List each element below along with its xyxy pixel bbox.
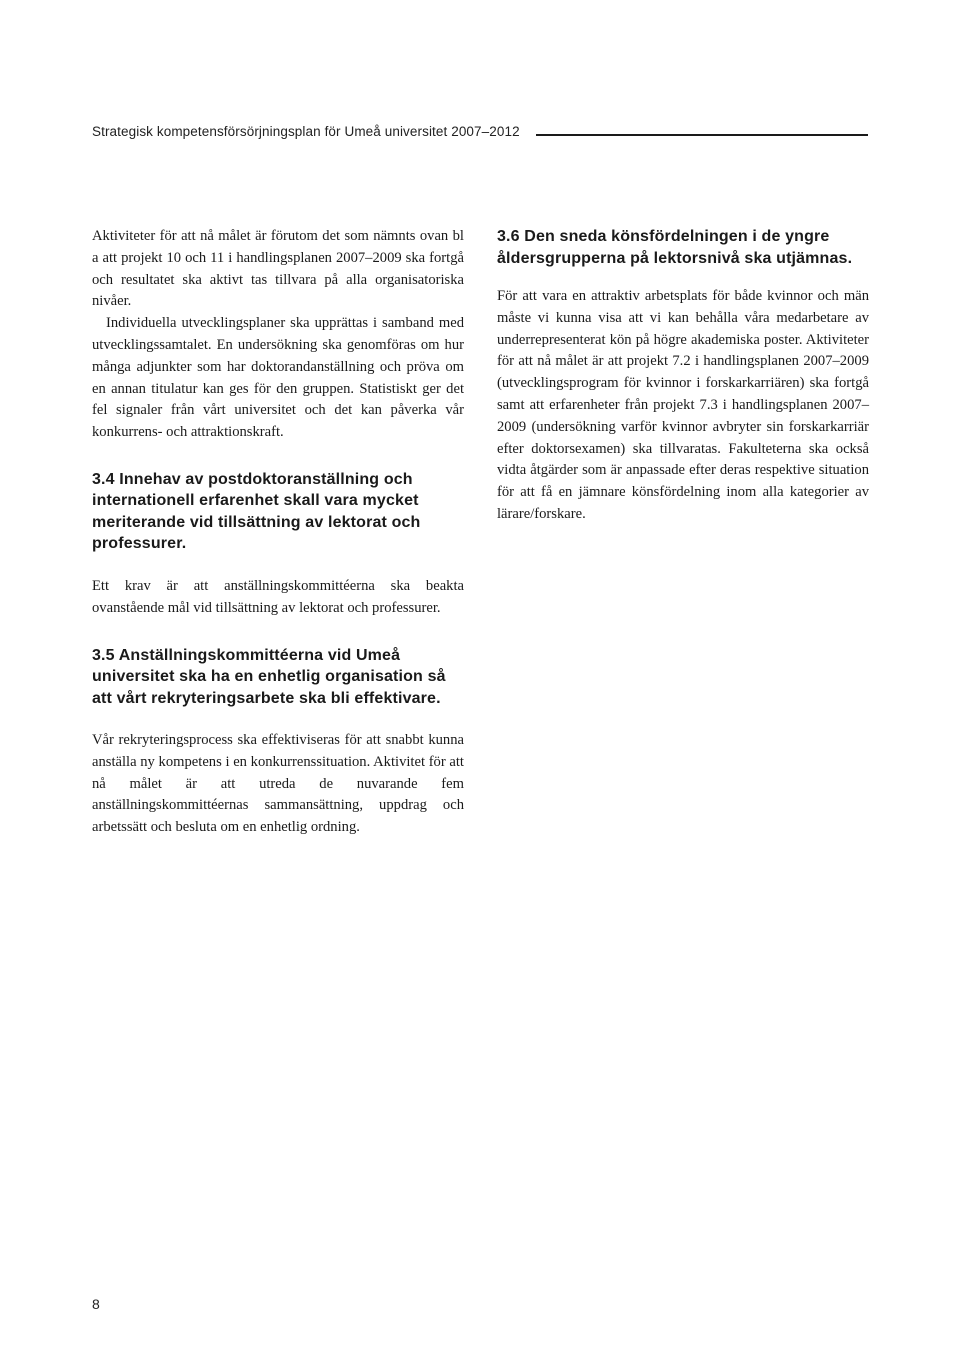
paragraph-gender-balance: För att vara en attraktiv arbetsplats för både kvinnor och män måste vi kunna visa att vi kan behålla våra medarbetare av underrepresenterat kön på högre akademiska poster. Aktiviteter för att nå målet är att projekt 7.2 i handlingsplanen 2007–2009 (utvecklingsprogram för kvinnor i forskarkarriären) ska fortgå samt att erfarenheter från projekt 7.3 i handlingsplanen 2007–2009 (undersökning varför kvinnor avbryter sin forskarkarriär efter doktorsexamen) ska tillvaratas. Fakulteterna ska också vidta åtgärder som är anpassade efter deras respektive situation för att få en jämnare könsfördelning inom alla kategorier av lärare/forskare. xyxy=(497,288,869,522)
header-rule xyxy=(536,134,868,136)
paragraph-activities: Aktiviteter för att nå målet är förutom det som nämnts ovan bl a att projekt 10 och 11 i handlingsplanen 2007–2009 ska fortgå och resultatet ska aktivt tas tillvara på alla organisatoriska nivåer. xyxy=(92,228,464,310)
paragraph-development-plans: Individuella utvecklingsplaner ska upprättas i samband med utvecklingssamtalet. En undersökning ska genomföras om hur många adjunkter som har doktorandanställning och pröva om en annan titulatur kan ges för den gruppen. Statistiskt ger det fel signaler från vårt universitet och det kan påverka vår konkurrens- och attraktionskraft. xyxy=(92,315,464,441)
paragraph-recruitment-process: Vår rekryteringsprocess ska effektiviseras för att snabbt kunna anställa ny kompetens i en konkurrenssituation. Aktivitet för att nå målet är att utreda de nuvarande fem anställningskommittéernas sammansättning, uppdrag och arbetssätt och besluta om en enhetlig ordning. xyxy=(92,732,464,836)
running-header: Strategisk kompetensförsörjningsplan för Umeå universitet 2007–2012 xyxy=(92,124,520,139)
paragraph-committee-requirement: Ett krav är att anställningskommittéerna ska beakta ovanstående mål vid tillsättning av lektorat och professurer. xyxy=(92,577,464,616)
heading-3-5: 3.5 Anställningskommittéerna vid Umeå universitet ska ha en enhetlig organisation så att vårt rekryteringsarbete ska bli effektivare. xyxy=(92,646,446,707)
page-number: 8 xyxy=(92,1296,100,1312)
heading-3-6: 3.6 Den sneda könsfördelningen i de yngre åldersgrupperna på lektorsnivå ska utjämnas. xyxy=(497,228,853,267)
left-column xyxy=(92,226,464,839)
right-column xyxy=(497,226,869,526)
heading-3-4: 3.4 Innehav av postdoktoranställning och internationell erfarenhet skall vara mycket meriterande vid tillsättning av lektorat och professurer. xyxy=(92,470,421,553)
